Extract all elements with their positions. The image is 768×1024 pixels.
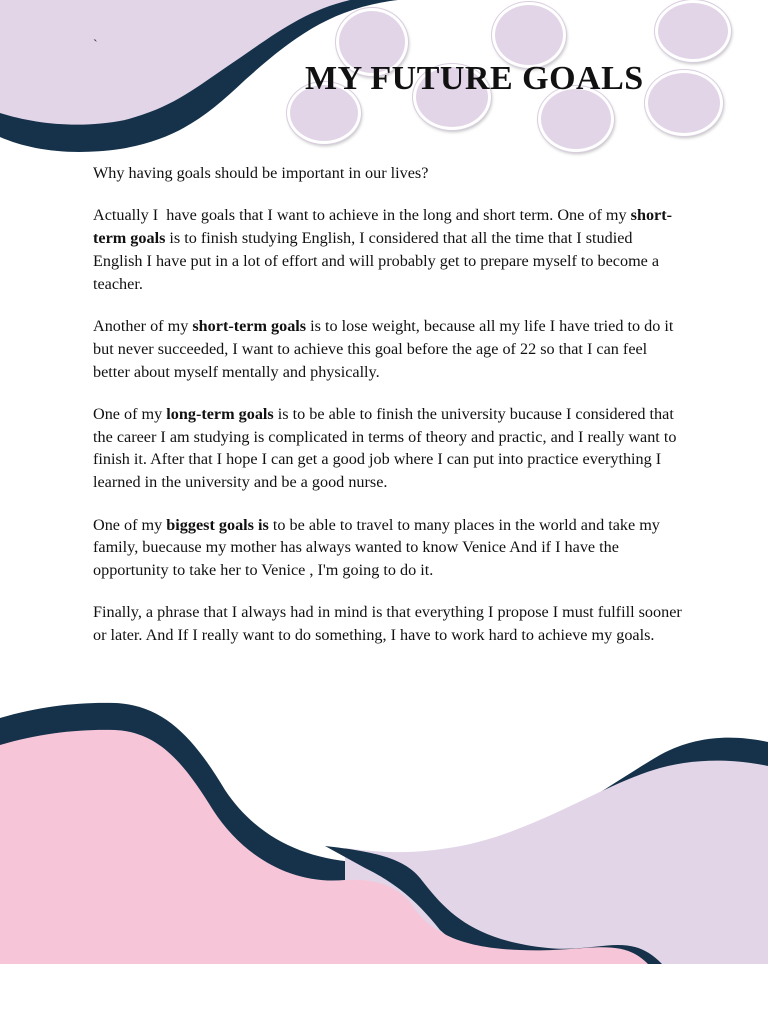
paragraph-text: One of my [93, 515, 167, 534]
paragraph-text: is to finish studying English, I considered that all the time that I studied English I have put in a lot of effort and will probably get to prepare myself to become a teacher. [93, 229, 664, 293]
page-title: MY FUTURE GOALS [305, 60, 644, 97]
paragraph-emphasis: short-term goals [192, 316, 307, 335]
decorative-bubble [655, 0, 731, 62]
bottom-pink-wave [0, 730, 648, 964]
decorative-bubble [492, 2, 566, 68]
paragraph-emphasis: short-term goals [93, 206, 673, 248]
essay-paragraph [93, 403, 683, 494]
essay-paragraph [93, 514, 683, 582]
paragraph-text: Actually I have goals that I want to achieve in the long and short term. One of my [93, 206, 631, 225]
paragraph-text: Another of my [93, 316, 193, 335]
bottom-navy-accent [325, 846, 662, 964]
bottom-navy-wave [0, 703, 768, 964]
paragraph-text: One of my [93, 404, 167, 423]
paragraph-text: is to lose weight, because all my life I have tried to do it but never succeeded, I want to achieve this goal before the age of 22 so that I can feel better about myself mentally and physically. [93, 316, 678, 381]
bottom-lavender-wave [345, 761, 768, 964]
paragraph-emphasis: biggest goals is [166, 515, 269, 534]
page-bottom-margin [0, 964, 768, 1024]
intro-question: Why having goals should be important in our lives? [93, 164, 429, 182]
essay-body [93, 162, 686, 667]
essay-paragraph [93, 204, 683, 295]
paragraph-text: to be able to travel to many places in the world and take my family, buecause my mother has always wanted to know Venice And if I have the opportunity to take her to Venice , I'm going to do it. [93, 515, 664, 580]
paragraph-emphasis: long-term goals [166, 404, 274, 423]
stray-mark: ` [93, 38, 98, 53]
closing-paragraph: Finally, a phrase that I always had in mind is that everything I propose I must fulfill sooner or later. And If I really want to do something, I have to work hard to achieve my goals. [93, 603, 686, 645]
decorative-bubble [645, 70, 723, 136]
essay-paragraph [93, 315, 683, 383]
paragraph-text: is to be able to finish the university bucause I considered that the career I am studying is complicated in terms of theory and practic, and I really want to finish it. After that I hope I can get a good job where I can put into practice everything I learned in the university and be a good nurse. [93, 404, 681, 492]
